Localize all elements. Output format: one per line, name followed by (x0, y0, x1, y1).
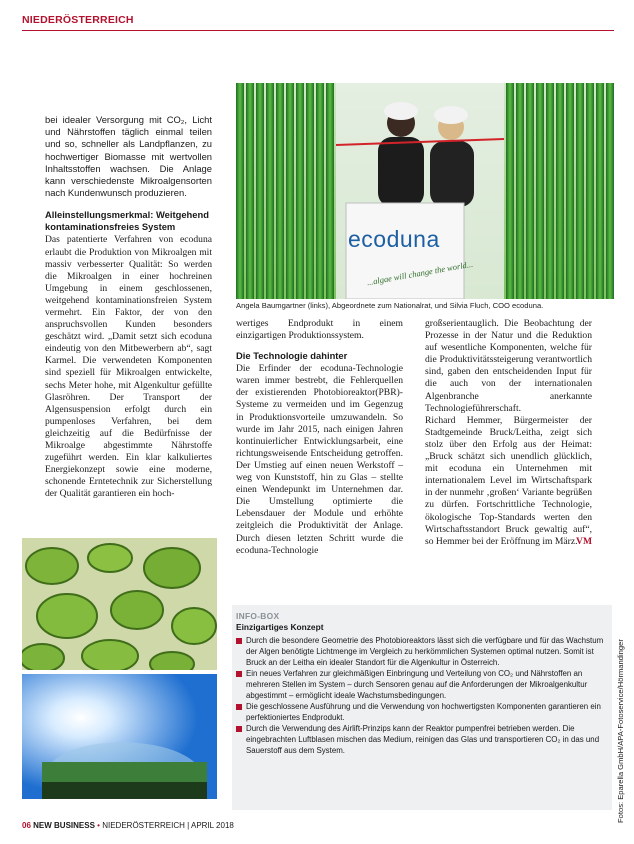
page-footer (22, 821, 234, 830)
photo-credit-text: Fotos: Eparella GmbH/APA-Fotoservice/Hörmandinger (616, 639, 625, 823)
paragraph: bei idealer Versorgung mit CO₂, Licht und Nährstoffen täglich einmal teilen und so, schneller als Landpflanzen, zu hochwertiger Biomasse mit wertvollen Inhaltsstoffen wachsen. Die Anlage kann verschiedenste Mikroalgensorten nach Kundenwunsch produzieren. (45, 114, 212, 199)
top-rule (22, 30, 614, 31)
list-item-text: Die geschlossene Ausführung und die Verwendung von hochwertigsten Komponenten garantieren ein perfektioniertes Endprodukt. (246, 702, 601, 722)
algae-cells-illustration (22, 538, 217, 670)
list-item (236, 723, 608, 756)
list-item-text: Durch die Verwendung des Airlift-Prinzips kann der Reaktor pumpenfrei betrieben werden. Die eingebrachten Luftblasen mischen das Medium, reinigen das Glas und transportieren CO₂ in das und Sauerstoff aus dem System. (246, 724, 600, 755)
ecoduna-logo: ecoduna (348, 226, 440, 252)
author-signature: VM (576, 535, 592, 547)
list-item-text: Durch die besondere Geometrie des Photobioreaktors lässt sich die verfügbare und für das Wachstum der Algen benötigte Lichtmenge im Vergleich zu herkömmlichen Systemen optimal nutzen. Somit ist Bruck an der Leitha ein idealer Standort für die Algenkultur in Österreich. (246, 636, 604, 667)
paragraph: Die Erfinder der ecoduna-Technologie waren immer bestrebt, die Fehlerquellen der existierenden Photobioreaktor(PBR)-Systeme zu vermeiden und im Gegenzug in Produktionsvorteile umzuwandeln. So wurde im Jahr 2015, nach einigen Jahren kontinuierlicher Entwicklungsarbeit, eine richtungsweisende Entscheidung getroffen. Der Umstieg auf einen neuen Werkstoff – weg von Kunststoff, hin zu Glas – stellte einen Wendepunkt im Unternehmen dar. Die Umstellung optimierte die Lebensdauer der Module und erhöhte zeitgleich die Produktivität der Anlage. Durch diesen letzten Schritt wurde die ecoduna-Technologie (236, 363, 403, 556)
bullet-square-icon (236, 638, 242, 644)
list-item (236, 635, 608, 668)
publication-name: NEW BUSINESS (33, 821, 95, 830)
list-item (236, 701, 608, 723)
bullet-square-icon (236, 704, 242, 710)
article-column-3 (425, 318, 592, 548)
photo-credit (604, 598, 625, 823)
subheading: Alleinstellungsmerkmal: Weitgehend kontaminationsfreies System (45, 209, 209, 233)
bullet-square-icon (236, 671, 242, 677)
info-box-title: INFO-BOX (236, 611, 280, 621)
algae-cells-photo (22, 538, 217, 670)
footer-bullet: • (97, 821, 100, 830)
banner-slogan: ...algae will change the world... (365, 258, 474, 288)
page-number: 06 (22, 821, 31, 830)
bullet-square-icon (236, 726, 242, 732)
opening-ceremony-photo (236, 83, 614, 299)
paragraph: Richard Hemmer, Bürgermeister der Stadtgemeinde Bruck/Leitha, zeigt sich stolz über den Erfolg aus der Heimat: „Bruck schätzt sich unendlich glücklich, mit ecoduna ein Unternehmen mit internationalem Level im Wirtschaftspark in der nunmehr ‚großen‘ Variante begrüßen zu dürfen. Fortschrittliche Technologie, ökologische Top-Standards werten den Wirtschaftsstandort Bruck gewaltig auf“, so Hemmer bei der Eröffnung im März. (425, 414, 592, 547)
greenhouse-photo (22, 674, 217, 799)
footer-separator: | (187, 821, 190, 830)
photo-caption: Angela Baumgartner (links), Abgeordnete zum Nationalrat, und Silvia Fluch, COO ecoduna. (236, 301, 544, 310)
paragraph: großserientauglich. Die Beobachtung der Prozesse in der Natur und die Reduktion auf wesentliche Komponenten, welche für die Produktivitätssteigerung verantwortlich sind, gaben den entscheidenden Input für die auch von der internationalen Algenbranche anerkannte Technologieführerschaft. (425, 318, 592, 414)
paragraph: wertiges Endprodukt in einem einzigartigen Produktionssystem. (236, 318, 403, 342)
section-label: NIEDERÖSTERREICH (22, 14, 134, 26)
list-item-text: Ein neues Verfahren zur gleichmäßigen Einbringung und Verteilung von CO₂ und Nährstoffen an mehreren Stellen im System – durch Sensoren genau auf die Anforderungen der Mikroalgenkultur abgestimmt – ermöglicht ideale Wachstumsbedingungen. (246, 669, 588, 700)
subheading: Die Technologie dahinter (236, 350, 348, 362)
greenhouse-illustration (22, 674, 217, 799)
article-column-1 (45, 114, 212, 500)
footer-section: NIEDERÖSTERREICH (102, 821, 185, 830)
paragraph: Das patentierte Verfahren von ecoduna erlaubt die Produktion von Mikroalgen mit massiv verbesserter Qualität: So werden die Mikroalgen in einer hochreinen Umgebung in einem geschlossenen, weitgehend kontaminationsfreien System vermehrt. Ein Faktor, der von den anspruchsvollen Kunden besonders geschätzt wird. „Damit setzt sich ecoduna eindeutig von den Mitbewerbern ab“, sagt Karmel. Die verwendeten Komponenten sind speziell für Mikroalgen entwickelte, sechs Meter hohe, mit Algenkultur gefüllte Glasröhren. Der Transport der Algensuspension erfolgt durch ein pumpenloses Verfahren, bei dem gleichzeitig auf die Bedürfnisse der Mikroalge abgestimmte Nährstoffe zugeführt werden. Ein klar kalkuliertes Energiekonzept sowie eine moderne, schonende Erntetechnik zur Sicherstellung der Qualität garantieren ein hoch- (45, 234, 212, 500)
info-box-list (236, 635, 608, 756)
list-item (236, 668, 608, 701)
article-column-2 (236, 318, 403, 557)
issue-date: APRIL 2018 (191, 821, 234, 830)
info-box-subtitle: Einzigartiges Konzept (236, 622, 324, 632)
